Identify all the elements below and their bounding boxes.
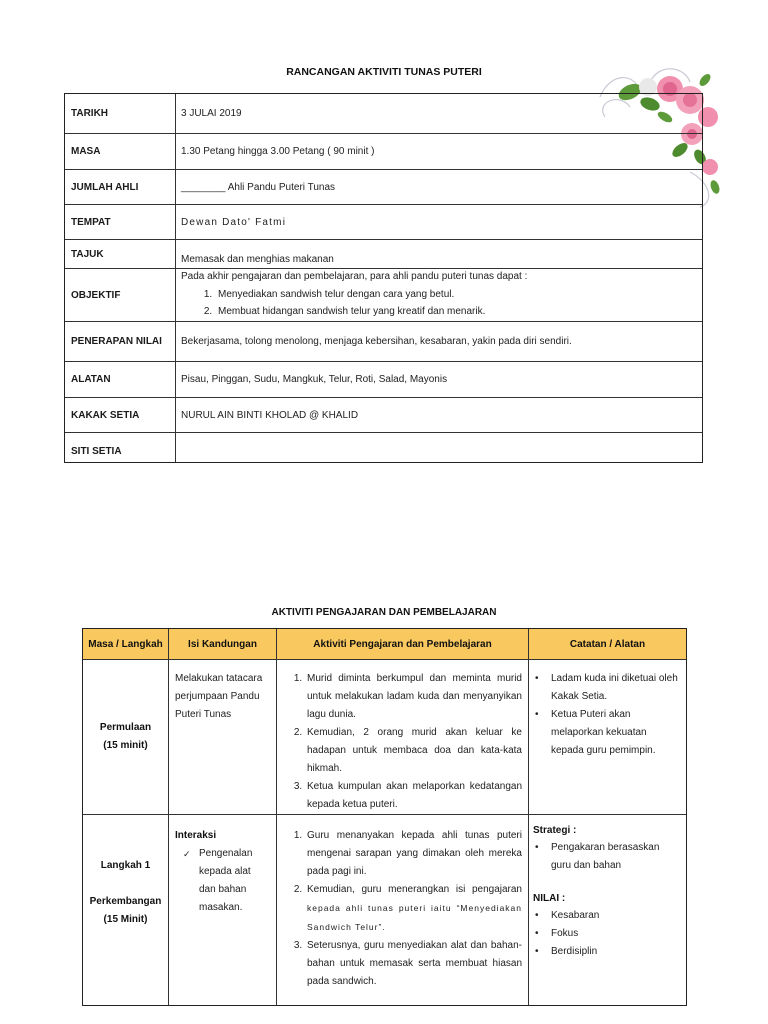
values-list xyxy=(533,907,682,961)
column-header: Masa / Langkah xyxy=(83,629,169,659)
row-value-topic: Memasak dan menghias makanan xyxy=(181,254,334,265)
step-label: Permulaan xyxy=(99,722,152,733)
activities-table xyxy=(82,628,687,1006)
step-duration: (15 Minit) xyxy=(103,914,148,925)
column-header: Isi Kandungan xyxy=(169,629,277,659)
step-duration: (15 minit) xyxy=(103,740,148,751)
row-label: SITI SETIA xyxy=(65,433,176,462)
value-item: • Kesabaran xyxy=(551,907,678,925)
objective-item: 2. Membuat hidangan sandwish telur yang kreatif dan menarik. xyxy=(215,303,702,320)
activity-list xyxy=(277,815,528,991)
plan-row-siti-setia xyxy=(65,432,702,462)
activity-row-permulaan xyxy=(83,660,686,815)
content-check-item: Pengenalan kepada alat dan bahan masakan. xyxy=(199,848,253,913)
strategy-list xyxy=(533,839,682,875)
row-label: TAJUK xyxy=(65,240,176,268)
content-text: Melakukan tatacara perjumpaan Pandu Puteri Tunas xyxy=(175,673,263,720)
step-cell xyxy=(83,815,169,1005)
plan-row-masa xyxy=(65,133,702,169)
plan-title: RANCANGAN AKTIVITI TUNAS PUTERI xyxy=(286,66,482,78)
row-label: MASA xyxy=(65,134,176,169)
values-heading: NILAI : xyxy=(533,893,566,904)
content-cell xyxy=(169,660,277,814)
row-value-tools: Pisau, Pinggan, Sudu, Mangkuk, Telur, Roti, Salad, Mayonis xyxy=(181,374,448,385)
row-value-siti-setia xyxy=(176,433,702,462)
note-item: • Ladam kuda ini diketuai oleh Kakak Setia. xyxy=(551,670,680,706)
notes-cell xyxy=(529,660,686,814)
row-label: PENERAPAN NILAI xyxy=(65,322,176,361)
activity-row-langkah-1 xyxy=(83,815,686,1005)
column-header: Catatan / Alatan xyxy=(569,638,646,650)
row-label: OBJEKTIF xyxy=(65,269,176,321)
activities-title: AKTIVITI PENGAJARAN DAN PEMBELAJARAN xyxy=(271,607,497,618)
row-value-values: Bekerjasama, tolong menolong, menjaga kebersihan, kesabaran, yakin pada diri sendiri. xyxy=(181,336,572,347)
note-item: • Ketua Puteri akan melaporkan kekuatan kepada guru pemimpin. xyxy=(551,706,680,760)
notes-cell xyxy=(529,815,686,1005)
row-value-venue: Dewan Dato' Fatmi xyxy=(181,216,287,228)
objectives-intro: Pada akhir pengajaran dan pembelajaran, para ahli pandu puteri tunas dapat : xyxy=(181,271,528,282)
activity-item: 1. Guru menanyakan kepada ahli tunas puteri mengenai sarapan yang dimakan oleh mereka pada pagi ini. xyxy=(305,827,522,881)
objectives-list xyxy=(181,286,702,320)
row-label: TEMPAT xyxy=(65,205,176,239)
checkmark-icon: ✓ xyxy=(183,849,191,859)
step-cell xyxy=(83,660,169,814)
row-label: ALATAN xyxy=(65,362,176,397)
plan-row-penerapan-nilai xyxy=(65,321,702,361)
activity-text: Kemudian, guru menerangkan isi pengajaran xyxy=(307,884,522,895)
plan-row-jumlah-ahli xyxy=(65,169,702,204)
activity-list xyxy=(277,660,528,814)
activity-item: 3. Ketua kumpulan akan melaporkan kedatangan kepada ketua puteri. xyxy=(305,778,522,814)
column-header: Aktiviti Pengajaran dan Pembelajaran xyxy=(277,629,529,659)
activity-item: 3. Seterusnya, guru menyediakan alat dan bahan-bahan untuk memasak serta membuat hiasan pada sandwich. xyxy=(305,937,522,991)
plan-table xyxy=(64,93,703,463)
plan-row-tajuk xyxy=(65,239,702,268)
activity-cell xyxy=(277,660,529,814)
plan-row-objektif xyxy=(65,268,702,321)
plan-row-alatan xyxy=(65,361,702,397)
activity-item: 1. Murid diminta berkumpul dan meminta murid untuk melakukan ladam kuda dan menyanyikan lagu dunia. xyxy=(305,670,522,724)
plan-row-kakak-setia xyxy=(65,397,702,432)
strategy-item: • Pengakaran berasaskan guru dan bahan xyxy=(551,839,678,875)
value-item: • Fokus xyxy=(551,925,678,943)
activity-item xyxy=(305,881,522,937)
value-item: • Berdisiplin xyxy=(551,943,678,961)
activity-item: 2. Kemudian, 2 orang murid akan keluar ke hadapan untuk membaca doa dan kata-kata hikmah. xyxy=(305,724,522,778)
notes-list xyxy=(529,660,686,760)
activities-header-row xyxy=(83,629,686,660)
row-value-leader: NURUL AIN BINTI KHOLAD @ KHALID xyxy=(181,409,359,421)
plan-row-tarikh xyxy=(65,94,702,133)
plan-row-tempat xyxy=(65,204,702,239)
content-heading: Interaksi xyxy=(175,830,217,841)
row-label: TARIKH xyxy=(65,94,176,133)
activity-cell xyxy=(277,815,529,1005)
strategy-heading: Strategi : xyxy=(533,825,577,836)
row-value-objectives xyxy=(176,269,702,321)
step-phase: Perkembangan xyxy=(89,896,162,907)
row-value-date: 3 JULAI 2019 xyxy=(181,108,242,119)
row-value-members: ________ Ahli Pandu Puteri Tunas xyxy=(181,181,336,193)
content-cell xyxy=(169,815,277,1005)
row-label: KAKAK SETIA xyxy=(65,398,176,432)
objective-item: 1. Menyediakan sandwish telur dengan cara yang betul. xyxy=(215,286,702,303)
step-label: Langkah 1 xyxy=(100,860,151,871)
row-label: JUMLAH AHLI xyxy=(65,170,176,204)
activity-text-spaced: kepada ahli tunas puteri iaitu “Menyediakan Sandwich Telur”. xyxy=(307,903,522,932)
row-value-time: 1.30 Petang hingga 3.00 Petang ( 90 minit ) xyxy=(181,146,375,157)
